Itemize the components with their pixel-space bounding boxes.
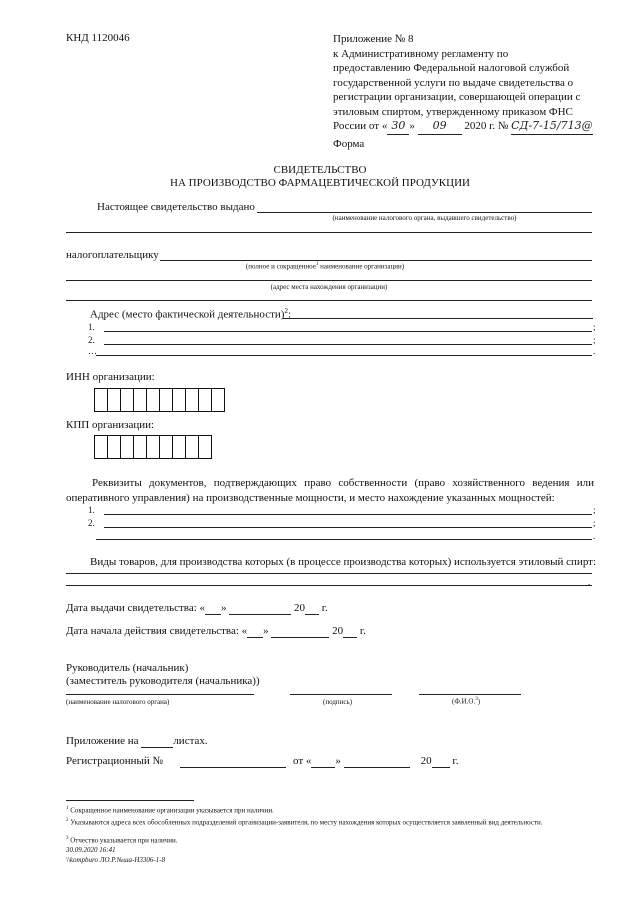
appendix-line: регистрации организации, совершающей операции с bbox=[333, 91, 581, 103]
goods-line-1 bbox=[66, 573, 592, 574]
appendix-line: к Административному регламенту по bbox=[333, 47, 509, 60]
issued-label: Настоящее свидетельство выдано bbox=[97, 201, 255, 213]
footnote-3: $^3$ Отчество указывается при наличии. bbox=[66, 836, 178, 845]
appendix-line: этиловым спиртом, утвержденному приказом ФНС bbox=[333, 105, 573, 118]
registration-date: от « » 20 г. bbox=[293, 755, 459, 767]
issue-date-row: Дата выдачи свидетельства: « » 20 г. bbox=[66, 602, 328, 614]
order-line: России от « 30 » 09 2020 г. № СД-7-15/713@ bbox=[333, 119, 593, 135]
requisites-item-1: 1. bbox=[88, 505, 95, 515]
address-line bbox=[283, 318, 593, 319]
goods-line-2 bbox=[66, 585, 592, 586]
knd-code: КНД 1120046 bbox=[66, 32, 130, 44]
taxpayer-label: налогоплательщику bbox=[66, 249, 159, 261]
handwritten-month: 09 bbox=[418, 119, 462, 135]
appendix-block bbox=[333, 32, 593, 135]
inn-grid bbox=[94, 388, 225, 412]
address-item-more: … bbox=[88, 346, 97, 356]
handwritten-day: 30 bbox=[387, 119, 409, 135]
address-line-1 bbox=[104, 331, 592, 332]
org-hint: (наименование налогового органа) bbox=[66, 698, 170, 706]
registration-label: Регистрационный № bbox=[66, 755, 164, 767]
start-date-row: Дата начала действия свидетельства: « » 20 г. bbox=[66, 625, 366, 637]
fio-line bbox=[419, 694, 521, 695]
requisites-line-2 bbox=[104, 527, 592, 528]
requisites-item-2: 2. bbox=[88, 518, 95, 528]
goods-label: Виды товаров, для производства которых (в процессе производства которых) используется этиловый спирт: bbox=[90, 556, 597, 568]
sign-line bbox=[290, 694, 392, 695]
print-path: \\kompburo ЛО.Р.№ша-Н3306-1-8 bbox=[66, 856, 166, 864]
footnote-1: $^1$ Сокращенное наименование организации указывается при наличии. bbox=[66, 806, 274, 815]
print-timestamp: 30.09.2020 16:41 bbox=[66, 846, 116, 854]
kpp-label: КПП организации: bbox=[66, 419, 155, 431]
requisites-line-1 bbox=[104, 514, 592, 515]
document-title-line1: СВИДЕТЕЛЬСТВО bbox=[273, 164, 367, 176]
inn-label: ИНН организации: bbox=[66, 371, 155, 383]
kpp-grid bbox=[94, 435, 212, 459]
fio-hint: (Ф.И.О.$^3$) bbox=[452, 697, 481, 706]
address-line-3 bbox=[96, 355, 592, 356]
appendix-line: предоставлению Федеральной налоговой службой bbox=[333, 62, 570, 74]
issued-hint: (наименование налогового органа, выдавшего свидетельство) bbox=[332, 214, 517, 222]
requisites-text: Реквизиты документов, подтверждающих право собственности (право хозяйственного ведения или оперативного управления) на производственные мощности, и место нахождение указанных мощностей: bbox=[66, 477, 594, 504]
taxpayer-line-3 bbox=[66, 300, 592, 301]
head-label-1: Руководитель (начальник) bbox=[66, 662, 189, 674]
taxpayer-line bbox=[160, 260, 592, 261]
issued-line bbox=[257, 212, 592, 213]
attachment-row: Приложение на листах. bbox=[66, 735, 208, 747]
taxpayer-name-hint: (полное и сокращенное$^1$ наименование организации) bbox=[245, 262, 405, 271]
registration-number-line bbox=[180, 767, 286, 768]
address-item-1: 1. bbox=[88, 322, 95, 332]
address-label: Адрес (место фактической деятельности)$^2$: bbox=[90, 307, 291, 321]
requisites-line-3 bbox=[96, 539, 592, 540]
footnote-2: $^2$ Указываются адреса всех обособленных подразделений организации-заявителя, по месту нахождения которых осуществляется заявленный вид деятельности. bbox=[66, 818, 543, 827]
footnote-separator bbox=[66, 800, 194, 801]
address-item-2: 2. bbox=[88, 335, 95, 345]
taxpayer-address-hint: (адрес места нахождения организации) bbox=[270, 283, 388, 291]
issued-line-2 bbox=[66, 232, 592, 233]
handwritten-order-number: СД-7-15/713@ bbox=[511, 119, 593, 135]
appendix-line: государственной услуги по выдаче свидетельства о bbox=[333, 76, 574, 89]
document-title-line2: НА ПРОИЗВОДСТВО ФАРМАЦЕВТИЧЕСКОЙ ПРОДУКЦИИ bbox=[170, 177, 470, 189]
head-label-2: (заместитель руководителя (начальника)) bbox=[66, 675, 260, 687]
appendix-line: Приложение № 8 bbox=[333, 33, 414, 45]
address-line-2 bbox=[104, 344, 592, 345]
sign-hint: (подпись) bbox=[323, 698, 353, 706]
form-label: Форма bbox=[333, 138, 365, 150]
taxpayer-line-2 bbox=[66, 280, 592, 281]
org-signature-line bbox=[66, 694, 254, 695]
